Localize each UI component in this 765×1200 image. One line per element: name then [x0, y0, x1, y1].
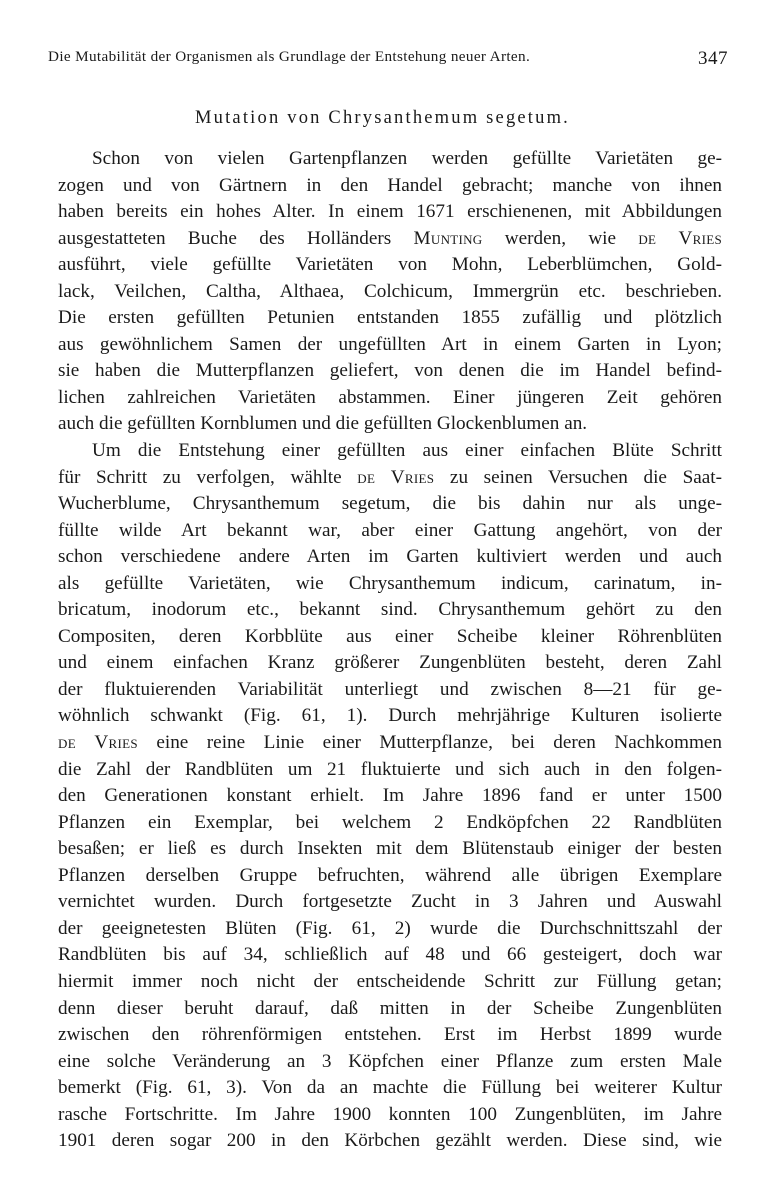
text-line: füllte wilde Art bekannt war, aber einer Gattung angehört, von der — [58, 519, 722, 541]
text-line: hiermit immer noch nicht der entscheidende Schritt zur Füllung getan; — [58, 970, 722, 992]
text-line: Wucherblume, Chrysanthemum segetum, die bis dahin nur als unge- — [58, 493, 722, 515]
section-heading: Mutation von Chrysanthemum segetum. — [194, 108, 571, 128]
text-line: die Zahl der Randblüten um 21 fluktuierte und sich auch in den folgen- — [58, 758, 722, 780]
text-line: und einem einfachen Kranz größerer Zungenblüten besteht, deren Zahl — [58, 652, 722, 674]
text-line: der fluktuierenden Variabilität unterliegt und zwischen 8—21 für ge- — [58, 678, 722, 700]
text-line: ausführt, viele gefüllte Varietäten von Mohn, Leberblümchen, Gold- — [58, 254, 722, 276]
text-line: für Schritt zu verfolgen, wählte de Vries zu seinen Versuchen die Saat- — [58, 466, 722, 488]
text-line: Pflanzen derselben Gruppe befruchten, während alle übrigen Exemplare — [58, 864, 722, 886]
page-number: 347 — [698, 48, 728, 69]
text-line: Randblüten bis auf 34, schließlich auf 48 und 66 gesteigert, doch war — [58, 944, 722, 966]
text-line: Compositen, deren Korbblüte aus einer Scheibe kleiner Röhrenblüten — [58, 625, 722, 647]
author-name: de Vries — [357, 466, 435, 488]
text-line: lack, Veilchen, Caltha, Althaea, Colchicum, Immergrün etc. beschrieben. — [58, 280, 722, 302]
text-line: rasche Fortschritte. Im Jahre 1900 konnten 100 Zungenblüten, im Jahre — [58, 1103, 722, 1125]
text-line: als gefüllte Varietäten, wie Chrysanthemum indicum, carinatum, in- — [58, 572, 722, 594]
text-line: den Generationen konstant erhielt. Im Jahre 1896 fand er unter 1500 — [58, 785, 722, 807]
text-line: Schon von vielen Gartenpflanzen werden gefüllte Varietäten ge- — [92, 148, 722, 169]
text-line: Um die Entstehung einer gefüllten aus einer einfachen Blüte Schritt — [92, 440, 722, 462]
text-line: de Vries eine reine Linie einer Mutterpflanze, bei deren Nachkommen — [58, 732, 722, 754]
text-line: lichen zahlreichen Varietäten abstammen. Einer jüngeren Zeit gehören — [58, 386, 722, 408]
running-head — [48, 44, 728, 74]
text-line: wöhnlich schwankt (Fig. 61, 1). Durch mehrjährige Kulturen isolierte — [58, 705, 722, 727]
author-name: de Vries — [58, 732, 138, 754]
body-text — [58, 146, 722, 1155]
running-title: Die Mutabilität der Organismen als Grundlage der Entstehung neuer Arten. — [48, 48, 531, 65]
text-line: denn dieser beruht darauf, daß mitten in der Scheibe Zungenblüten — [58, 997, 722, 1019]
text-line: eine solche Veränderung an 3 Köpfchen einer Pflanze zum ersten Male — [58, 1050, 722, 1072]
text-line: auch die gefüllten Kornblumen und die gefüllten Glockenblumen an. — [58, 413, 588, 435]
text-line: bemerkt (Fig. 61, 3). Von da an machte die Füllung bei weiterer Kultur — [58, 1077, 722, 1099]
text-line: schon verschiedene andere Arten im Garten kultiviert werden und auch — [58, 546, 722, 568]
text-line: haben bereits ein hohes Alter. In einem 1671 erschienenen, mit Abbildungen — [58, 201, 722, 223]
text-line: Pflanzen ein Exemplar, bei welchem 2 Endköpfchen 22 Randblüten — [58, 811, 722, 833]
author-name: Munting — [413, 227, 483, 249]
text-line: aus gewöhnlichem Samen der ungefüllten Art in einem Garten in Lyon; — [58, 333, 722, 355]
text-line: bricatum, inodorum etc., bekannt sind. Chrysanthemum gehört zu den — [58, 599, 722, 621]
text-line: der geeignetesten Blüten (Fig. 61, 2) wurde die Durchschnittszahl der — [58, 917, 722, 939]
text-line: vernichtet wurden. Durch fortgesetzte Zucht in 3 Jahren und Auswahl — [58, 891, 722, 913]
text-line: besaßen; er ließ es durch Insekten mit dem Blütenstaub einiger der besten — [58, 838, 722, 860]
text-line: 1901 deren sogar 200 in den Körbchen gezählt werden. Diese sind, wie — [58, 1130, 722, 1152]
author-name: de Vries — [638, 227, 722, 249]
text-line: Die ersten gefüllten Petunien entstanden 1855 zufällig und plötzlich — [58, 307, 722, 329]
text-line: sie haben die Mutterpflanzen geliefert, von denen die im Handel befind- — [58, 360, 722, 382]
text-line: zwischen den röhrenförmigen entstehen. Erst im Herbst 1899 wurde — [58, 1024, 722, 1046]
text-line: zogen und von Gärtnern in den Handel gebracht; manche von ihnen — [58, 174, 722, 196]
text-line: ausgestatteten Buche des Holländers Munting werden, wie de Vries — [58, 227, 722, 249]
